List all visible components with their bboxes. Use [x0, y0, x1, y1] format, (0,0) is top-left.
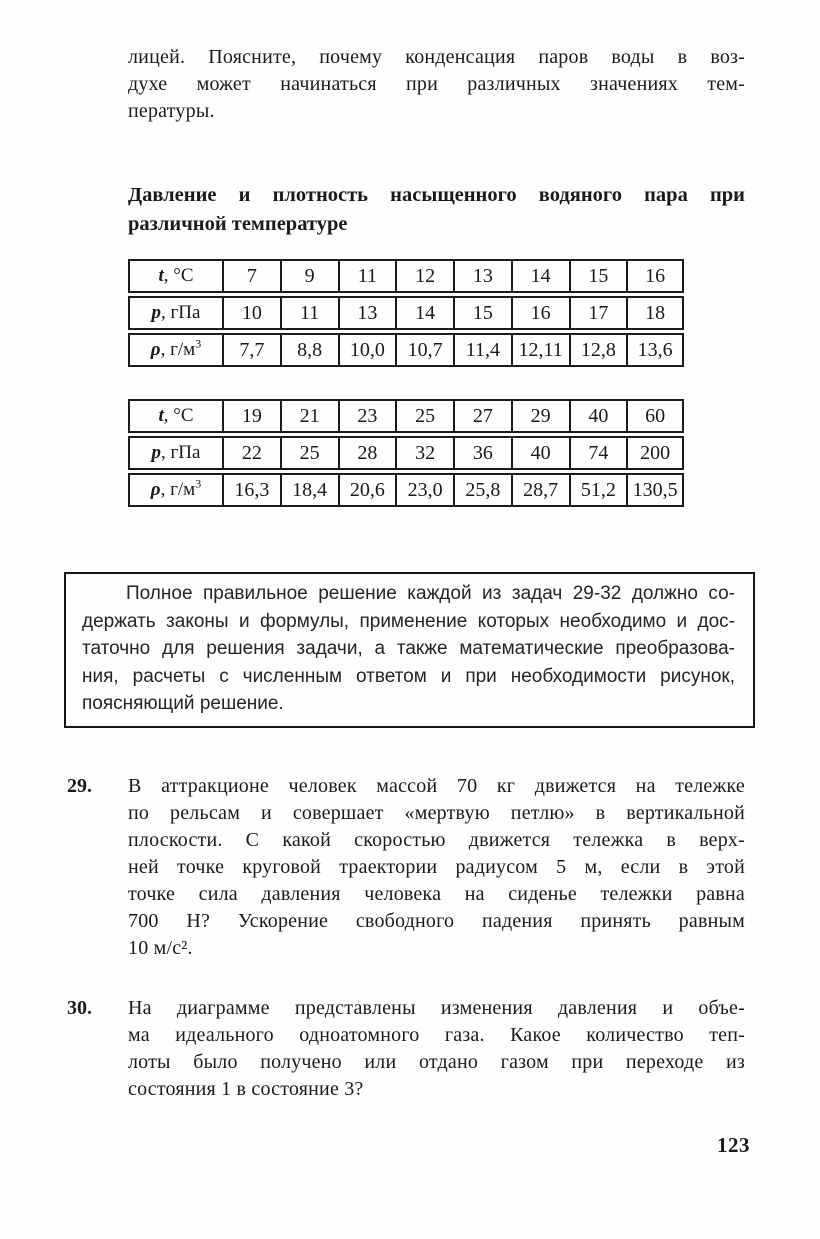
unit-label: , гПа — [161, 302, 201, 323]
table-cell: 29 — [511, 399, 569, 433]
table-cell: 13,6 — [626, 333, 684, 367]
intro-paragraph-line: духе может начинаться при различных значениях тем- — [128, 73, 745, 95]
table-cell: 18,4 — [280, 473, 338, 507]
table-cell: 11 — [280, 296, 338, 330]
table-cell: 10 — [222, 296, 280, 330]
table-cell: 32 — [395, 436, 453, 470]
table-cell: 22 — [222, 436, 280, 470]
table-row-pressure — [128, 296, 684, 330]
unit-label: , г/м — [160, 479, 196, 500]
note-box-line: поясняющий решение. — [82, 693, 284, 714]
intro-paragraph — [128, 44, 745, 125]
table-cell: 130,5 — [626, 473, 684, 507]
problem-29-line: ней точке круговой траектории радиусом 5 м, если в этой — [128, 856, 745, 878]
row-header-pressure — [128, 436, 222, 470]
row-header-density — [128, 333, 222, 367]
note-box-line: ния, расчеты с численным ответом и при необходимости рисунок, — [82, 665, 735, 687]
problem-30-line: На диаграмме представлены изменения давления и объе- — [128, 997, 745, 1019]
table-cell: 17 — [569, 296, 627, 330]
symbol-t: t — [158, 265, 164, 286]
table-cell: 7,7 — [222, 333, 280, 367]
symbol-rho: ρ — [150, 479, 161, 500]
problem-29-line: В аттракционе человек массой 70 кг движется на тележке — [128, 775, 745, 797]
problem-30-line: лоты было получено или отдано газом при переходе из — [128, 1051, 745, 1073]
table-cell: 8,8 — [280, 333, 338, 367]
problem-29-number: 29. — [67, 775, 92, 797]
problem-29-line: плоскости. С какой скоростью движется тележка в верх- — [128, 829, 745, 851]
vapor-table-2 — [128, 396, 684, 510]
note-box — [64, 572, 755, 728]
table-cell: 23,0 — [395, 473, 453, 507]
table-cell: 15 — [453, 296, 511, 330]
problem-30-text — [128, 995, 745, 1103]
table-cell: 25,8 — [453, 473, 511, 507]
table-cell: 200 — [626, 436, 684, 470]
row-header-pressure — [128, 296, 222, 330]
row-header-temperature — [128, 259, 222, 293]
table-cell: 40 — [569, 399, 627, 433]
table-cell: 25 — [395, 399, 453, 433]
table-cell: 14 — [395, 296, 453, 330]
problem-29 — [67, 773, 745, 962]
table-row-temperature — [128, 259, 684, 293]
table-cell: 19 — [222, 399, 280, 433]
problem-30-line: состояния 1 в состояние 3? — [128, 1078, 364, 1100]
unit-sup: 3 — [195, 476, 202, 491]
table-cell: 23 — [338, 399, 396, 433]
table-cell: 15 — [569, 259, 627, 293]
symbol-p: p — [151, 302, 162, 323]
table-row-temperature — [128, 399, 684, 433]
table-cell: 13 — [453, 259, 511, 293]
problem-29-line: 700 Н? Ускорение свободного падения принять равным — [128, 910, 745, 932]
table-cell: 36 — [453, 436, 511, 470]
note-box-line: Полное правильное решение каждой из задач 29-32 должно со- — [126, 583, 735, 604]
table-cell: 27 — [453, 399, 511, 433]
table-cell: 11,4 — [453, 333, 511, 367]
problem-29-line: точке сила давления человека на сиденье тележки равна — [128, 883, 745, 905]
table-cell: 51,2 — [569, 473, 627, 507]
vapor-table-1 — [128, 256, 684, 370]
table-cell: 11 — [338, 259, 396, 293]
intro-paragraph-line: пературы. — [128, 100, 215, 122]
table-cell: 16 — [626, 259, 684, 293]
intro-paragraph-line: лицей. Поясните, почему конденсация паров воды в воз- — [128, 46, 745, 68]
problem-29-line: по рельсам и совершает «мертвую петлю» в вертикальной — [128, 802, 745, 824]
page-number: 123 — [717, 1133, 750, 1157]
problem-29-text — [128, 773, 745, 962]
table-cell: 28,7 — [511, 473, 569, 507]
table-row-density — [128, 473, 684, 507]
table-cell: 10,7 — [395, 333, 453, 367]
table-row-density — [128, 333, 684, 367]
note-box-line: держать законы и формулы, применение которых необходимо и дос- — [82, 610, 735, 632]
table-cell: 12 — [395, 259, 453, 293]
unit-label: , гПа — [161, 442, 201, 463]
table-cell: 16 — [511, 296, 569, 330]
section-heading-line: различной температуре — [128, 213, 348, 235]
table-cell: 28 — [338, 436, 396, 470]
unit-label: , г/м — [160, 339, 196, 360]
table-cell: 12,8 — [569, 333, 627, 367]
row-header-temperature — [128, 399, 222, 433]
problem-30-line: ма идеального одноатомного газа. Какое количество теп- — [128, 1024, 745, 1046]
table-cell: 9 — [280, 259, 338, 293]
symbol-p: p — [151, 442, 162, 463]
unit-sup: 3 — [195, 336, 202, 351]
section-heading-line: Давление и плотность насыщенного водяного пара при — [128, 184, 745, 206]
unit-label: , °C — [163, 265, 194, 286]
table-cell: 20,6 — [338, 473, 396, 507]
symbol-rho: ρ — [150, 339, 161, 360]
row-header-density — [128, 473, 222, 507]
table-cell: 12,11 — [511, 333, 569, 367]
table-row-pressure — [128, 436, 684, 470]
problem-30-number: 30. — [67, 997, 92, 1019]
table-cell: 74 — [569, 436, 627, 470]
unit-label: , °C — [163, 405, 194, 426]
table-cell: 60 — [626, 399, 684, 433]
table-cell: 7 — [222, 259, 280, 293]
table-cell: 25 — [280, 436, 338, 470]
table-cell: 18 — [626, 296, 684, 330]
table-cell: 10,0 — [338, 333, 396, 367]
table-cell: 14 — [511, 259, 569, 293]
problem-30 — [67, 995, 745, 1103]
table-cell: 13 — [338, 296, 396, 330]
table-cell: 40 — [511, 436, 569, 470]
table-cell: 21 — [280, 399, 338, 433]
table-cell: 16,3 — [222, 473, 280, 507]
symbol-t: t — [158, 405, 164, 426]
problem-29-line: 10 м/с². — [128, 937, 193, 959]
section-heading — [128, 181, 745, 239]
note-box-line: таточно для решения задачи, а также математические преобразова- — [82, 638, 735, 659]
